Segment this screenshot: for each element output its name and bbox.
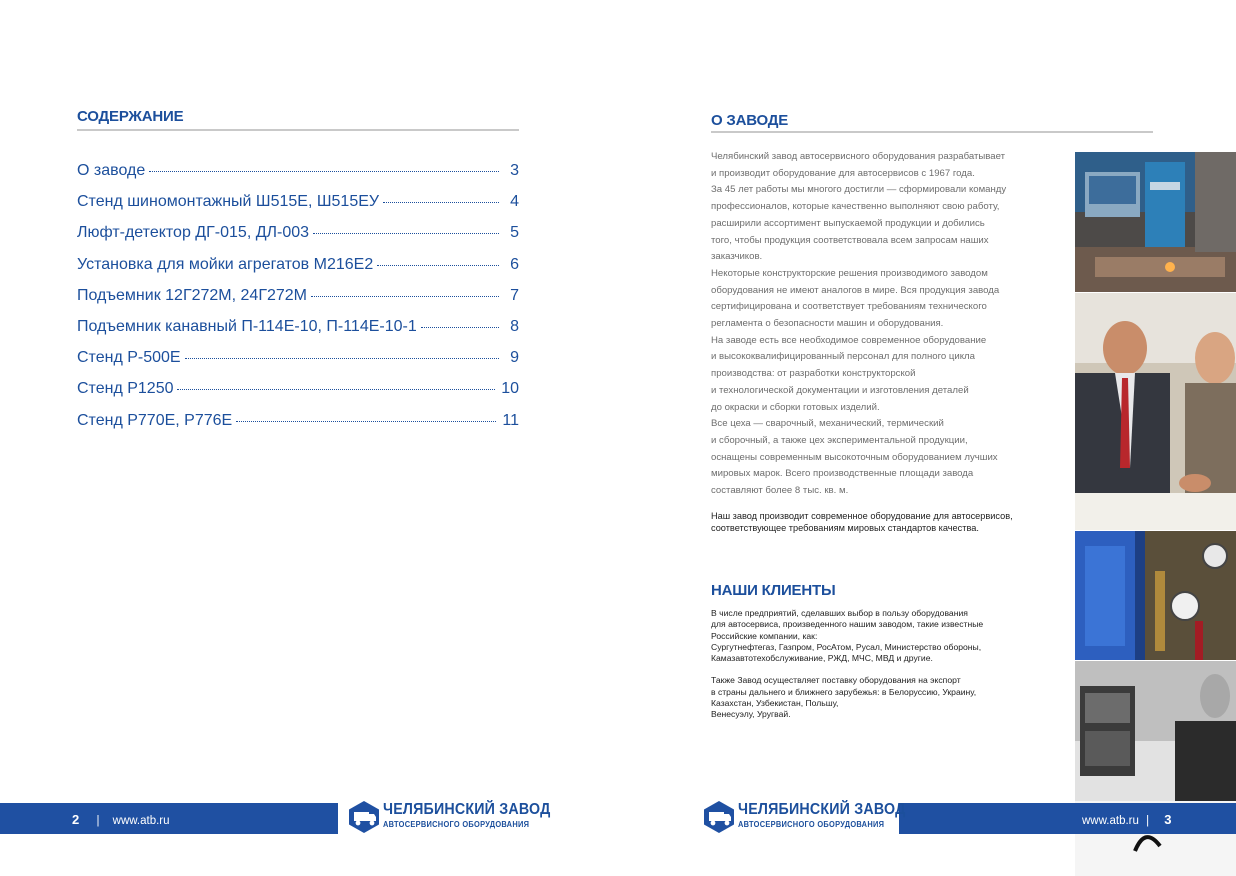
about-text-line: оборудования не имеют аналогов в мире. Вся продукция завода	[711, 284, 1000, 296]
clients-text-line: Казахстан, Узбекистан, Польшу,	[711, 698, 839, 709]
toc-entry-page: 10	[501, 380, 519, 398]
clients-text-line: Сургутнефтегаз, Газпром, РосАтом, Русал, Министерство обороны,	[711, 641, 982, 652]
company-logo	[702, 798, 906, 838]
clients-text-line: для автосервиса, произведенного нашим заводом, такие известные	[711, 619, 984, 630]
about-text-line: Челябинский завод автосервисного оборудования разрабатывает	[711, 151, 1006, 162]
toc-entry[interactable]	[77, 412, 519, 443]
website-link[interactable]: www.atb.ru	[112, 815, 170, 827]
about-text-line: Некоторые конструкторские решения производимого заводом	[711, 267, 988, 279]
about-text-line: до окраски и сборки готовых изделий.	[711, 401, 880, 413]
toc-title: СОДЕРЖАНИЕ	[77, 108, 184, 125]
footer-bar-right	[899, 803, 1236, 834]
toc-leader-dots	[313, 233, 499, 234]
footer-separator: |	[1146, 815, 1150, 827]
toc-entry-label: Подъемник канавный П-114Е-10, П-114Е-10-1	[77, 317, 417, 335]
toc-entry-page: 8	[510, 317, 519, 335]
about-text-line: мировых марок. Всего производственные площади завода	[711, 468, 974, 480]
engineers-meeting-photo	[1075, 293, 1236, 530]
toc-entry-page: 9	[510, 349, 519, 367]
toc-leader-dots	[421, 327, 499, 328]
toc-leader-dots	[185, 358, 499, 359]
footer-separator: |	[96, 815, 100, 827]
about-text-line: расширили ассортимент выпускаемой продукции и добились	[711, 217, 985, 229]
factory-logo-icon	[702, 800, 736, 834]
toc-entry-page: 5	[510, 224, 519, 242]
clients-text-line: В числе предприятий, сделавших выбор в пользу оборудования	[711, 608, 968, 618]
toc-leader-dots	[383, 202, 499, 203]
clients-title: НАШИ КЛИЕНТЫ	[711, 582, 836, 599]
toc-entry-page: 11	[502, 411, 519, 429]
clients-text-line: в страны дальнего и ближнего зарубежья: в Белоруссию, Украину,	[711, 686, 977, 697]
toc-leader-dots	[177, 389, 495, 390]
logo-subtitle: АВТОСЕРВИСНОГО ОБОРУДОВАНИЯ	[738, 820, 885, 829]
logo-name: ЧЕЛЯБИНСКИЙ ЗАВОД	[738, 801, 906, 818]
toc-entry[interactable]	[77, 193, 519, 224]
about-summary	[711, 510, 1041, 534]
page-number: 3	[1164, 812, 1172, 827]
toc-entry-label: Стенд Р1250	[77, 380, 174, 398]
toc-entry-label: Стенд Р770Е, Р776Е	[77, 411, 233, 429]
right-page	[618, 0, 1236, 876]
toc-entry[interactable]	[77, 162, 519, 193]
summary-text-line: соответствующее требованиям мировых стандартов качества.	[711, 523, 979, 533]
about-text-line: заказчиков.	[711, 251, 763, 263]
about-text-line: регламента о безопасности машин и оборудования.	[711, 318, 944, 330]
about-text-line: и технологической документации и изготовления деталей	[711, 384, 969, 396]
about-text-line: На заводе есть все необходимое современное оборудование	[711, 334, 987, 346]
clients-text-line: Также Завод осуществляет поставку оборудования на экспорт	[711, 675, 961, 686]
about-text-line: профессионалов, которые качественно выполняют свою работу,	[711, 201, 1000, 213]
toc-entry-page: 3	[510, 162, 519, 179]
cnc-cutting-machine-photo	[1075, 152, 1236, 292]
about-body	[711, 149, 1041, 500]
website-link[interactable]: www.atb.ru	[1082, 815, 1139, 827]
toc-entry-label: О заводе	[77, 162, 146, 179]
logo-name: ЧЕЛЯБИНСКИЙ ЗАВОД	[383, 801, 551, 818]
about-text-line: составляют более 8 тыс. кв. м.	[711, 485, 849, 497]
clients-body	[711, 608, 1041, 721]
logo-subtitle: АВТОСЕРВИСНОГО ОБОРУДОВАНИЯ	[383, 820, 530, 829]
clients-text-line: Российские компании, как:	[711, 630, 818, 641]
toc-leader-dots	[311, 296, 499, 297]
blue-machinery-gauges-photo	[1075, 531, 1236, 660]
toc-entry-label: Установка для мойки агрегатов М216Е2	[77, 255, 374, 273]
about-text-line: сертифицирована и соответствует требованиям технического	[711, 301, 987, 313]
clients-text-line: Камазавтотехобслуживание, РЖД, МЧС, МВД и другие.	[711, 653, 933, 664]
toc-entry[interactable]	[77, 224, 519, 255]
toc-entry[interactable]	[77, 256, 519, 287]
operator-control-panel-photo	[1075, 661, 1236, 876]
about-text-line: производства: от разработки конструкторской	[711, 368, 916, 380]
toc-entry[interactable]	[77, 349, 519, 380]
page-number: 2	[72, 812, 80, 827]
about-text-line: оснащены современным высокоточным оборудованием лучших	[711, 451, 998, 463]
about-text-line: и производит оборудование для автосервисов с 1967 года.	[711, 167, 975, 179]
company-logo	[347, 798, 551, 838]
toc-entry-page: 4	[510, 193, 519, 211]
toc-entry-label: Стенд шиномонтажный Ш515Е, Ш515ЕУ	[77, 193, 380, 211]
toc-entry-page: 7	[510, 286, 519, 304]
toc-entry-label: Люфт-детектор ДГ-015, ДЛ-003	[77, 224, 310, 242]
footer-right	[1082, 812, 1172, 827]
toc-leader-dots	[149, 171, 499, 172]
title-divider	[711, 131, 1153, 133]
about-text-line: и сборочный, а также цех экспериментальной продукции,	[711, 434, 968, 446]
toc-entry[interactable]	[77, 318, 519, 349]
clients-text-line: Венесуэлу, Уругвай.	[711, 709, 791, 720]
table-of-contents	[77, 162, 519, 443]
toc-entry-page: 6	[510, 255, 519, 273]
toc-entry[interactable]	[77, 287, 519, 318]
about-text-line: За 45 лет работы мы многого достигли — сформировали команду	[711, 184, 1007, 196]
about-text-line: и высококвалифицированный персонал для полного цикла	[711, 351, 975, 363]
toc-leader-dots	[377, 265, 499, 266]
about-title: О ЗАВОДЕ	[711, 112, 789, 129]
toc-entry-label: Стенд Р-500Е	[77, 349, 181, 367]
footer-left	[72, 812, 170, 827]
toc-entry[interactable]	[77, 380, 519, 411]
toc-entry-label: Подъемник 12Г272М, 24Г272М	[77, 286, 308, 304]
about-text-line: того, чтобы продукция соответствовала всем запросам наших	[711, 234, 989, 246]
about-text-line: Все цеха — сварочный, механический, термический	[711, 418, 944, 430]
summary-text-line: Наш завод производит современное оборудование для автосервисов,	[711, 511, 1013, 521]
factory-logo-icon	[347, 800, 381, 834]
title-divider	[77, 129, 519, 131]
toc-leader-dots	[236, 421, 496, 422]
